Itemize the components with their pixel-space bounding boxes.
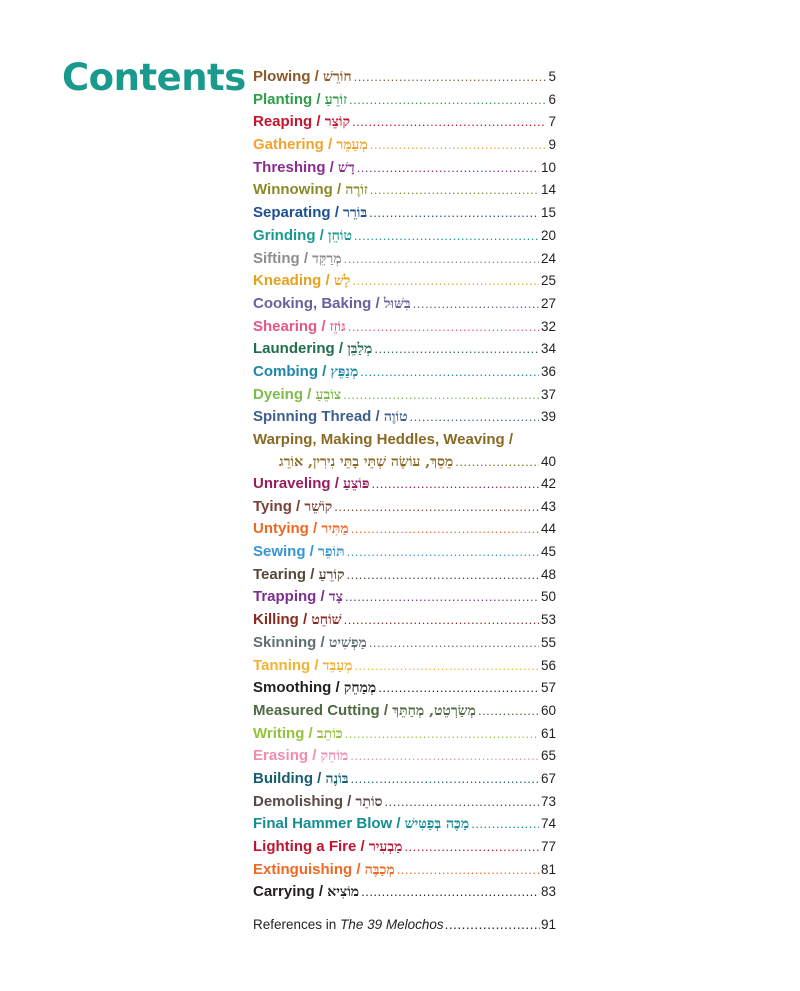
dot-leader	[357, 157, 539, 180]
dot-leader	[334, 496, 539, 519]
entry-hebrew: מְשַׂרְטֵט, מְחַתֵּךְ	[392, 702, 476, 719]
dot-leader	[413, 293, 539, 316]
entry-separator: /	[331, 679, 344, 697]
toc-entry[interactable]	[253, 723, 556, 746]
entry-separator: /	[325, 158, 339, 176]
entry-title: Measured Cutting	[253, 701, 380, 719]
dot-leader	[374, 338, 539, 361]
entry-hebrew: גּוֹזֵז	[329, 318, 346, 335]
entry-separator: /	[371, 294, 384, 312]
entry-page: 14	[540, 182, 556, 198]
entry-title: Tying	[253, 497, 292, 515]
entry-separator: /	[352, 860, 365, 878]
entry-separator: /	[304, 724, 317, 742]
toc-entry[interactable]	[253, 248, 556, 271]
entry-separator: /	[332, 181, 346, 199]
entry-title: Writing	[253, 724, 305, 742]
entry-page: 67	[540, 770, 556, 786]
entry-title: Kneading	[253, 272, 322, 290]
entry-page: 74	[540, 816, 556, 832]
toc-entry[interactable]	[253, 791, 556, 814]
entry-separator: /	[308, 520, 322, 538]
entry-hebrew: טוֹוֶה	[383, 409, 408, 426]
toc-entry[interactable]	[253, 677, 556, 700]
entry-hebrew: בִּשּׁוּל	[383, 295, 411, 312]
entry-separator: /	[379, 701, 393, 719]
entry-hebrew: מְכַבֶּה	[364, 861, 395, 878]
entry-separator: /	[310, 656, 323, 674]
entry-page: 39	[540, 409, 556, 425]
toc-entry[interactable]	[253, 609, 556, 632]
entry-title: Planting	[253, 90, 313, 108]
toc-entry[interactable]	[253, 384, 556, 407]
dot-leader	[349, 89, 547, 112]
entry-hebrew: כּוֹתֵב	[316, 725, 343, 742]
entry-title: Sifting	[253, 249, 300, 267]
dot-leader	[361, 881, 539, 904]
entry-title: Cooking, Baking	[253, 294, 372, 312]
entry-separator: /	[305, 543, 319, 561]
toc-entry[interactable]	[253, 157, 556, 180]
dot-leader	[370, 179, 539, 202]
entry-hebrew: מוֹצִיא	[327, 884, 360, 901]
dot-leader	[346, 564, 539, 587]
entry-hebrew: מְעַבֵּד	[322, 657, 353, 674]
entry-page: 15	[540, 205, 556, 221]
toc-entry[interactable]	[253, 111, 556, 134]
entry-title: Tearing	[253, 565, 307, 583]
entry-separator: /	[314, 883, 328, 901]
entry-separator: /	[392, 815, 405, 833]
entry-hebrew: דָשׁ	[338, 159, 355, 176]
entry-page: 40	[540, 454, 556, 469]
dot-leader	[478, 700, 539, 723]
entry-hebrew: קוֹשֵׁר	[304, 498, 333, 515]
entry-title: Reaping	[253, 113, 313, 131]
references-book-title: The 39 Melochos	[340, 917, 444, 932]
toc-entry[interactable]	[253, 745, 556, 768]
dot-leader	[410, 406, 539, 429]
toc-entry[interactable]	[253, 406, 556, 429]
toc-entry[interactable]	[253, 66, 556, 89]
entry-page: 37	[540, 386, 556, 402]
entry-page: 81	[540, 861, 556, 877]
entry-title: Winnowing	[253, 181, 333, 199]
entry-separator: /	[318, 362, 331, 380]
toc-entry[interactable]	[253, 225, 556, 248]
toc-entry[interactable]	[253, 134, 556, 157]
entry-title: Warping, Making Heddles, Weaving	[253, 431, 505, 448]
entry-page: 6	[548, 91, 556, 107]
entry-hebrew: מוֹחֵק	[320, 748, 349, 765]
entry-separator: /	[291, 497, 305, 515]
entry-hebrew: לָשׁ	[333, 273, 351, 290]
entry-title: Lighting a Fire	[253, 838, 357, 855]
entry-separator: /	[371, 408, 384, 426]
dot-leader	[354, 225, 539, 248]
entry-page: 25	[540, 273, 556, 289]
page-title: Contents	[62, 56, 246, 99]
toc-entry[interactable]	[253, 270, 556, 293]
entry-hebrew: מַתִּיר	[321, 521, 349, 538]
entry-separator: /	[321, 272, 334, 290]
dot-leader	[369, 632, 539, 655]
entry-page: 77	[540, 839, 556, 854]
entry-page: 7	[548, 114, 556, 130]
entry-page: 34	[540, 341, 556, 357]
entry-separator: /	[330, 475, 344, 492]
references-entry[interactable]	[253, 917, 556, 932]
toc-entry[interactable]	[253, 429, 556, 473]
entry-title: Killing	[253, 611, 299, 629]
toc-entry[interactable]	[253, 89, 556, 112]
entry-title: Plowing	[253, 68, 311, 85]
toc-entry[interactable]	[253, 473, 556, 496]
entry-title: Tanning	[253, 656, 311, 674]
toc-entry[interactable]	[253, 179, 556, 202]
toc-entry[interactable]	[253, 518, 556, 541]
toc-entry[interactable]	[253, 836, 556, 859]
dot-leader	[455, 451, 539, 473]
toc-entry[interactable]	[253, 564, 556, 587]
entry-page: 45	[540, 544, 556, 560]
entry-title: Spinning Thread	[253, 408, 372, 426]
dot-leader	[354, 655, 539, 678]
toc-entry[interactable]	[253, 293, 556, 316]
entry-page: 55	[540, 634, 556, 650]
entry-title: Final Hammer Blow	[253, 815, 393, 833]
dot-leader	[471, 813, 539, 836]
entry-hebrew: שׁוֹחֵט	[311, 612, 342, 629]
entry-hebrew: צָד	[328, 589, 343, 606]
dot-leader	[404, 836, 539, 859]
entry-title: Laundering	[253, 340, 335, 358]
entry-page: 27	[540, 295, 556, 311]
entry-separator: /	[306, 565, 319, 583]
dot-leader	[372, 473, 539, 496]
entry-hebrew: קוֹרֵעַ	[318, 566, 345, 583]
entry-separator: /	[323, 136, 337, 154]
entry-separator: /	[504, 431, 514, 448]
entry-title: Sewing	[253, 543, 306, 561]
entry-page: 60	[540, 702, 556, 718]
entry-page: 65	[540, 748, 556, 764]
dot-leader	[378, 677, 539, 700]
entry-separator: /	[310, 68, 324, 85]
toc-entry[interactable]	[253, 632, 556, 655]
dot-leader	[385, 791, 539, 814]
toc-entry[interactable]	[253, 541, 556, 564]
entry-separator: /	[316, 633, 329, 651]
entry-title: Demolishing	[253, 792, 344, 810]
entry-separator: /	[316, 588, 329, 606]
entry-page: 53	[540, 612, 556, 628]
toc-entry[interactable]	[253, 316, 556, 339]
entry-title: Trapping	[253, 588, 317, 606]
entry-hebrew: זוֹרֶה	[345, 182, 368, 199]
entry-title: Combing	[253, 362, 318, 380]
entry-hebrew: מְנַפֵּץ	[330, 363, 359, 380]
entry-hebrew: מְעַמֵּר	[336, 137, 368, 154]
entry-title: Grinding	[253, 226, 316, 244]
toc-entry[interactable]	[253, 881, 556, 904]
entry-separator: /	[299, 249, 313, 267]
entry-hebrew: חוֹרֵשׁ	[323, 69, 352, 85]
entry-page: 43	[540, 498, 556, 514]
toc-entry[interactable]	[253, 338, 556, 361]
entry-hebrew: פּוֹצֵעַ	[343, 476, 370, 492]
toc-entry[interactable]	[253, 496, 556, 519]
entry-title: Carrying	[253, 883, 315, 901]
entry-title: Erasing	[253, 747, 309, 765]
entry-hebrew: תּוֹפֵר	[318, 544, 345, 561]
dot-leader	[352, 270, 539, 293]
entry-title: Skinning	[253, 633, 317, 651]
references-label: References in	[253, 917, 337, 932]
entry-separator: /	[356, 838, 369, 855]
toc-entry[interactable]	[253, 813, 556, 836]
dot-leader	[397, 859, 539, 882]
entry-title: Gathering	[253, 136, 324, 154]
entry-page: 50	[540, 589, 556, 605]
dot-leader	[344, 609, 539, 632]
toc-entry[interactable]	[253, 859, 556, 882]
entry-separator: /	[317, 317, 330, 335]
entry-page: 5	[548, 69, 556, 84]
dot-leader	[370, 134, 547, 157]
entry-hebrew: זוֹרֵעַ	[324, 91, 347, 108]
entry-hebrew: מַפְשִׁיט	[328, 634, 367, 651]
dot-leader	[350, 768, 539, 791]
dot-leader	[351, 518, 539, 541]
dot-leader	[347, 541, 539, 564]
dot-leader	[369, 202, 539, 225]
entry-page: 32	[540, 318, 556, 334]
table-of-contents	[253, 66, 556, 904]
entry-page: 56	[540, 657, 556, 673]
entry-hebrew: סוֹתֵר	[355, 793, 383, 810]
entry-page: 44	[540, 521, 556, 537]
entry-page: 9	[548, 137, 556, 153]
entry-separator: /	[315, 226, 329, 244]
entry-page: 36	[540, 363, 556, 379]
entry-separator: /	[308, 747, 321, 765]
entry-page: 73	[540, 793, 556, 809]
entry-page: 57	[540, 680, 556, 696]
entry-separator: /	[330, 204, 344, 222]
toc-entry[interactable]	[253, 655, 556, 678]
entry-separator: /	[313, 769, 326, 787]
entry-hebrew: מְמַחֵק	[343, 680, 377, 697]
entry-page: 83	[540, 884, 556, 900]
toc-entry[interactable]	[253, 361, 556, 384]
toc-entry[interactable]	[253, 700, 556, 723]
dot-leader	[343, 384, 539, 407]
entry-separator: /	[312, 90, 325, 108]
entry-hebrew: טוֹחֵן	[328, 227, 352, 244]
entry-title: Smoothing	[253, 679, 332, 697]
dot-leader	[345, 586, 539, 609]
entry-title: Building	[253, 769, 313, 787]
entry-separator: /	[298, 611, 312, 629]
entry-page: 48	[540, 566, 556, 582]
dot-leader	[445, 917, 540, 932]
entry-hebrew: קוֹצֵר	[324, 114, 350, 131]
entry-title: Threshing	[253, 158, 326, 176]
entry-hebrew: מַכֶּה בְּפַטִּישׁ	[404, 816, 470, 833]
entry-page: 61	[540, 725, 556, 741]
entry-page: 20	[540, 227, 556, 243]
dot-leader	[360, 361, 539, 384]
dot-leader	[352, 111, 546, 134]
entry-title: Extinguishing	[253, 860, 353, 878]
dot-leader	[350, 745, 539, 768]
dot-leader	[354, 66, 547, 89]
entry-separator: /	[312, 113, 325, 131]
entry-hebrew: מַבְעִיר	[368, 839, 403, 855]
dot-leader	[348, 316, 539, 339]
toc-entry[interactable]	[253, 586, 556, 609]
entry-title: Separating	[253, 204, 331, 222]
entry-separator: /	[343, 792, 356, 810]
entry-title: Untying	[253, 520, 309, 538]
entry-title: Dyeing	[253, 385, 304, 403]
entry-hebrew-line	[253, 451, 556, 473]
dot-leader	[345, 723, 539, 746]
entry-hebrew: מֵסֵךְ, עוֹשֶׂה שְׁתֵּי בָתֵּי נִירִין, אוֹרֵג	[279, 454, 454, 470]
entry-page: 10	[540, 159, 556, 175]
references-page: 91	[540, 917, 556, 932]
entry-page: 24	[540, 250, 556, 266]
entry-title-line	[253, 429, 556, 451]
toc-entry[interactable]	[253, 768, 556, 791]
dot-leader	[344, 248, 539, 271]
entry-hebrew: מְרַקֵּד	[312, 250, 342, 267]
entry-hebrew: צוֹבֵעַ	[315, 386, 342, 403]
entry-title: Shearing	[253, 317, 318, 335]
entry-hebrew: מְלַבֵּן	[347, 341, 373, 358]
entry-separator: /	[303, 385, 316, 403]
entry-hebrew: בּוֹנֶה	[325, 770, 349, 787]
entry-hebrew: בּוֹרֵר	[343, 205, 368, 222]
entry-title: Unraveling	[253, 475, 331, 492]
entry-page: 42	[540, 476, 556, 491]
toc-entry[interactable]	[253, 202, 556, 225]
entry-separator: /	[334, 340, 348, 358]
